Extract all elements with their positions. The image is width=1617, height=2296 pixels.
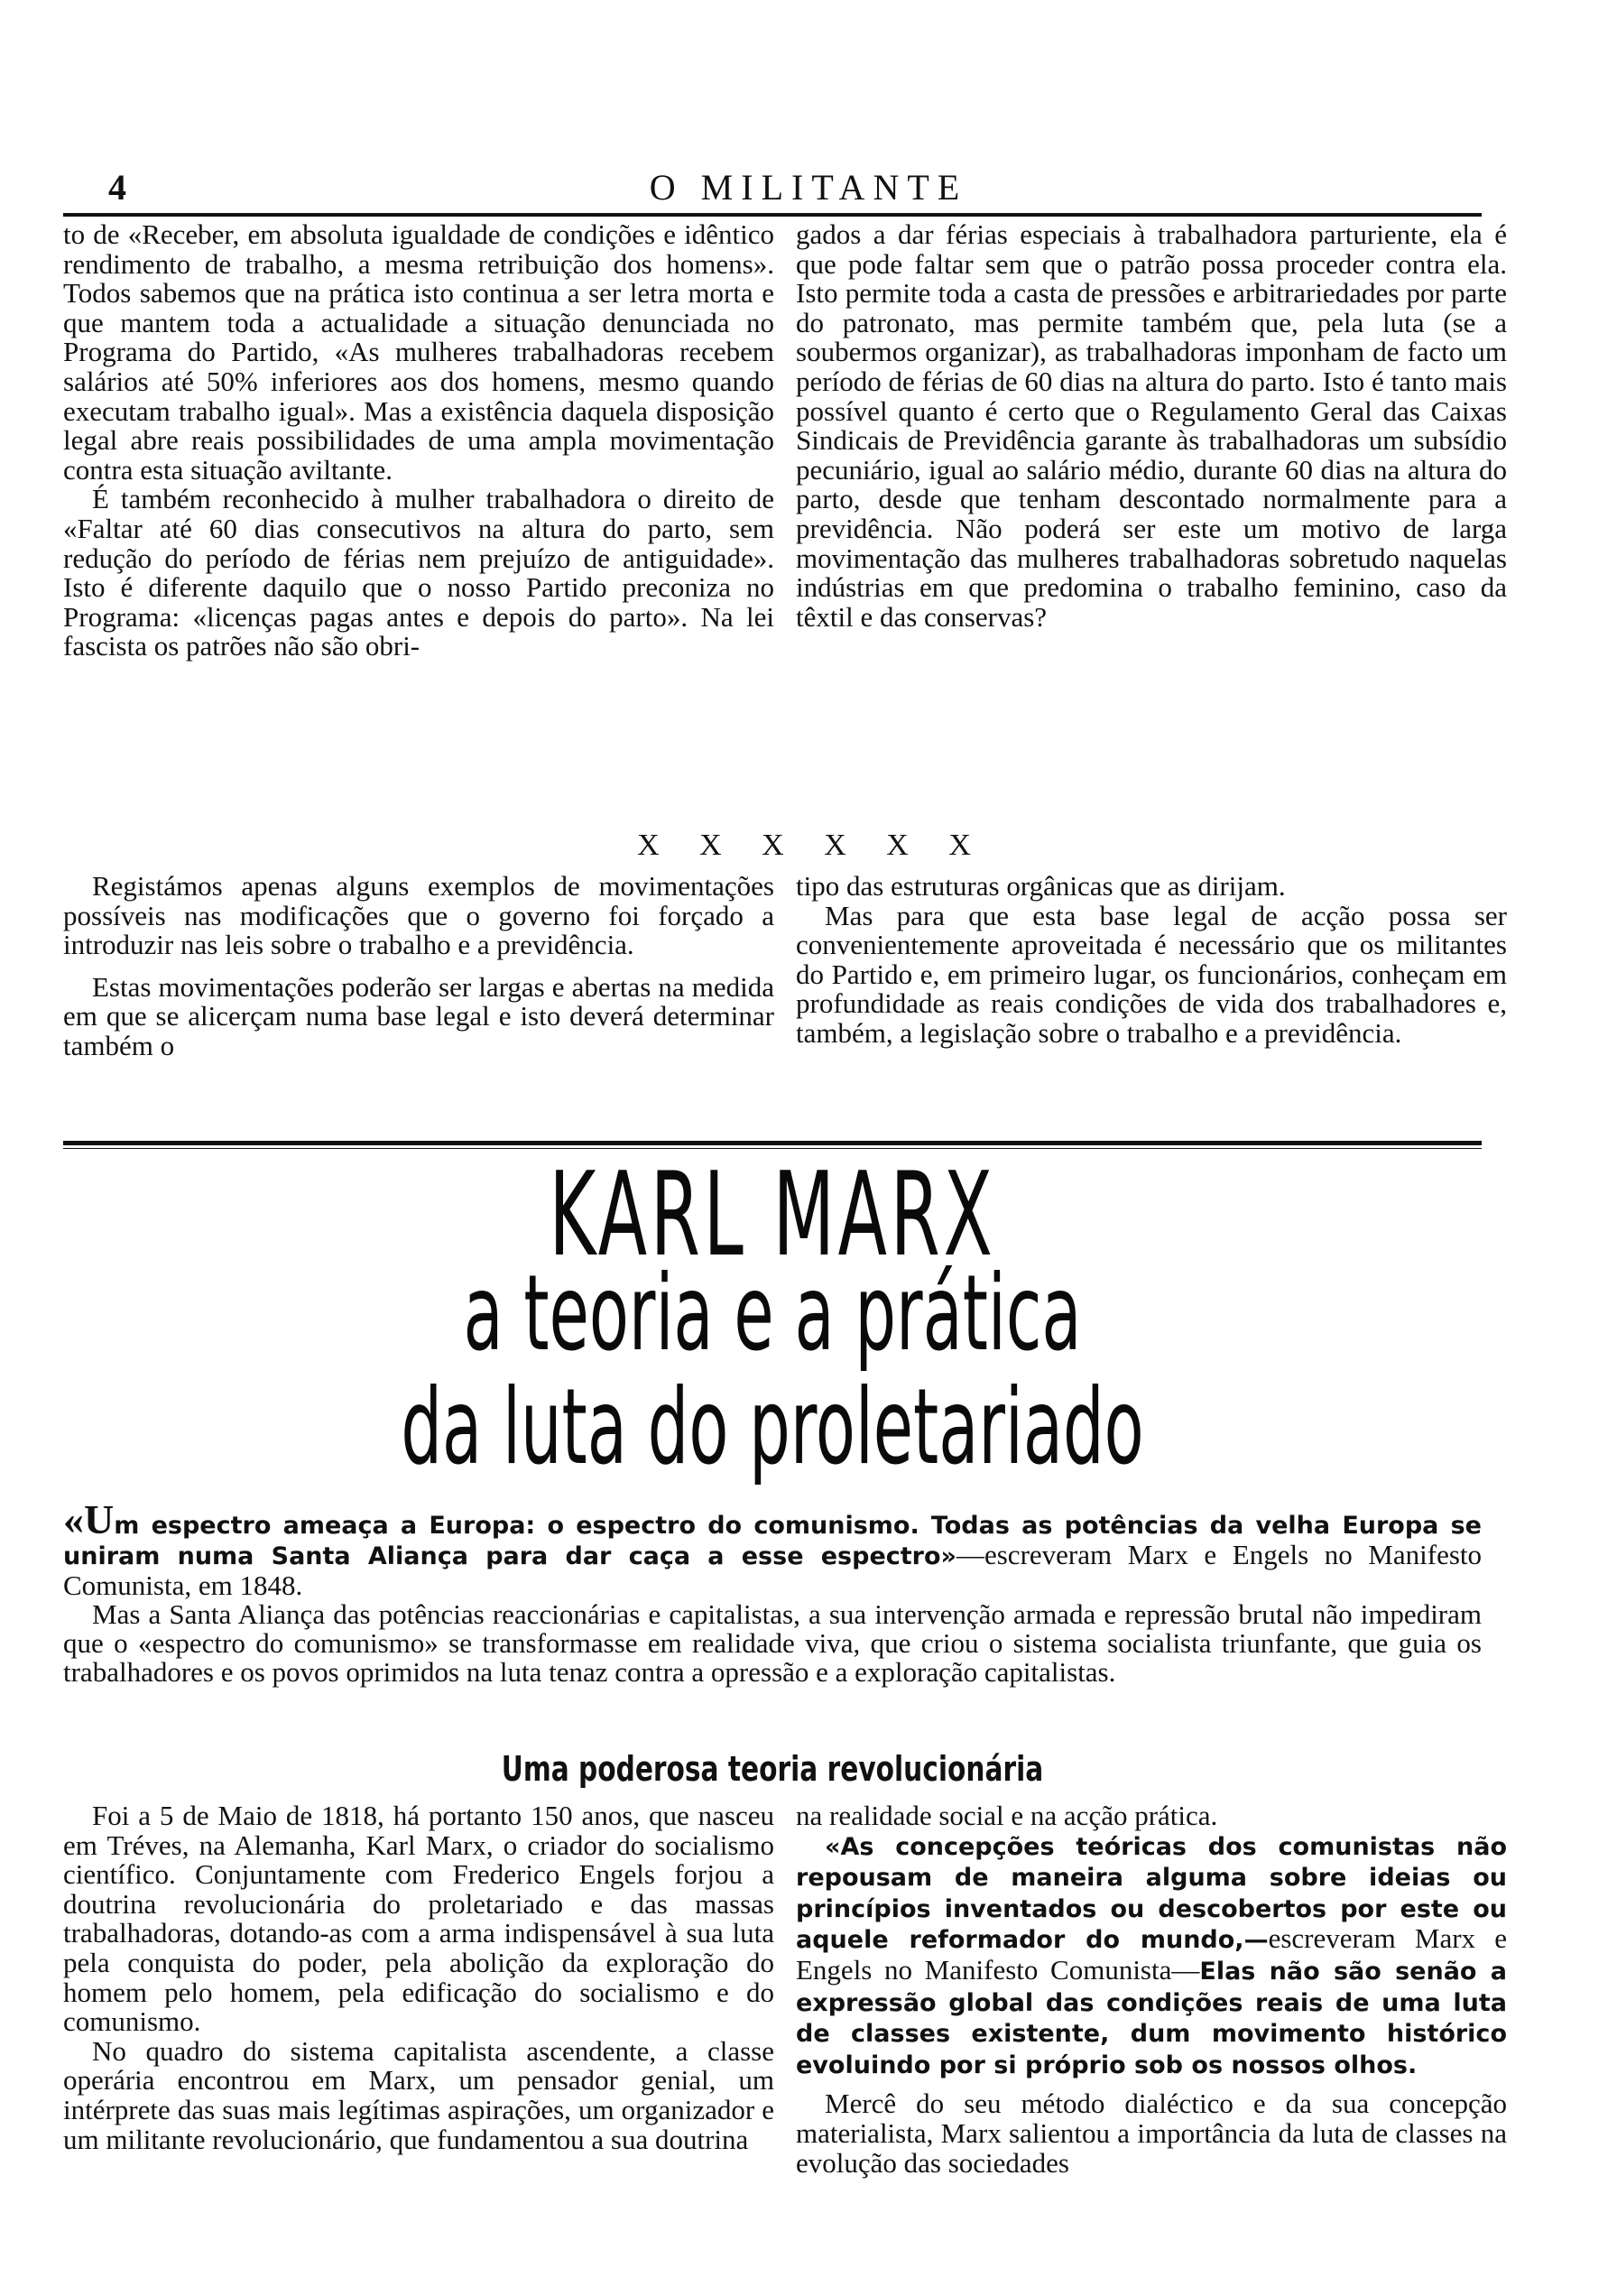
article-subtitle-line1: a teoria e a prática bbox=[463, 1253, 1082, 1375]
section-separator: X X X X X X bbox=[637, 829, 987, 862]
top-left-column bbox=[63, 220, 774, 662]
mid-left-column bbox=[63, 872, 774, 1061]
article-subtitle-line2: da luta do proletariado bbox=[401, 1366, 1144, 1488]
paragraph: No quadro do sistema capitalista ascendente, a classe operária encontrou em Marx, um pensador genial, um intérprete das suas mais legítimas aspirações, um organizador e um militante revolucionário, que fundamentou a sua doutrina bbox=[63, 2034, 774, 2155]
header-rule bbox=[63, 213, 1482, 217]
drop-cap: «U bbox=[63, 1496, 115, 1542]
quote-paragraph bbox=[796, 1831, 1507, 2081]
paragraph: gados a dar férias especiais à trabalhadora parturiente, ela é que pode faltar sem que o patrão possa proceder contra ela. Isto permite toda a casta de pressões e arbitrariedades por parte do patronato, mas permite também que, pela luta (se a soubermos organizar), as trabalhadoras imponham de facto um período de férias de 60 dias na altura do parto. Isto é tanto mais possível quanto é certo que o Regulamento Geral das Caixas Sindicais de Previdência garante às trabalhadoras um subsídio pecuniário, igual ao salário médio, durante 60 dias na altura do parto, desde que tenham descontado normalmente para a previdência. Não poderá ser este um motivo de larga movimentação das mulheres trabalhadoras sobretudo naquelas indústrias em que predomina o trabalho feminino, caso da têxtil e das conservas? bbox=[796, 218, 1507, 633]
quote-bold-2: Elas não são senão a expressão global das condições reais de uma luta de classes existente, dum movimento histórico evoluindo por si próprio sob os nossos olhos. bbox=[796, 1957, 1508, 2079]
bottom-right-column bbox=[796, 1801, 1507, 2178]
section-subheading: Uma poderosa teoria revolucionária bbox=[501, 1749, 1044, 1789]
article-intro bbox=[63, 1496, 1483, 1688]
intro-quote: m espectro ameaça a Europa: o espectro do comunismo. Todas as potências da velha Europa se uniram numa Santa Aliança para dar caça a esse espectro» bbox=[63, 1512, 1482, 1570]
paragraph: Registámos apenas alguns exemplos de movimentações possíveis nas modificações que o governo foi forçado a introduzir nas leis sobre o trabalho e a previdência. bbox=[63, 870, 774, 961]
paragraph: Mas para que esta base legal de acção possa ser convenientemente aproveitada é necessário que os militantes do Partido e, em primeiro lugar, os funcionários, conheçam em profundidade as reais condições de vida dos trabalhadores e, também, a legislação sobre o trabalho e a previdência. bbox=[796, 899, 1507, 1049]
article-divider bbox=[63, 1141, 1482, 1145]
intro-paragraph bbox=[63, 1496, 1483, 1601]
paragraph: na realidade social e na acção prática. bbox=[796, 1800, 1218, 1831]
paragraph: to de «Receber, em absoluta igualdade de condições e idêntico rendimento de trabalho, a mesma retribuição dos homens». Todos sabemos que na prática isto continua a ser letra morta e que mantem toda a actualidade a situação denunciada no Programa do Partido, «As mulheres trabalhadoras recebem salários até 50% inferiores aos dos homens, mesmo quando executam trabalho igual». Mas a existência daquela disposição legal abre reais possibilidades de uma ampla movimentação contra esta situação aviltante. bbox=[63, 218, 774, 486]
intro-attribution: —escreveram Marx e Engels no Manifesto Comunista, em 1848. bbox=[63, 1539, 1483, 1601]
quote-bold: «As concepções teóricas dos comunistas não repousam de maneira alguma sobre ideias ou princípios inventados ou descobertos por este ou aquele reformador do mundo,— bbox=[796, 1832, 1507, 1955]
article-headline: KARL MARX bbox=[549, 1148, 996, 1282]
bottom-left-column bbox=[63, 1801, 774, 2154]
paragraph: tipo das estruturas orgânicas que as dirijam. bbox=[796, 870, 1286, 902]
intro-paragraph-2: Mas a Santa Aliança das potências reaccionárias e capitalistas, a sua intervenção armada e repressão brutal não impediram que o «espectro do comunismo» se transformasse em realidade viva, que criou o sistema socialista triunfante, que guia os trabalhadores e os povos oprimidos na luta tenaz contra a opressão e a exploração capitalistas. bbox=[63, 1598, 1482, 1688]
paragraph: Mercê do seu método dialéctico e da sua concepção materialista, Marx salientou a importância da luta de classes na evolução das sociedades bbox=[796, 2088, 1507, 2179]
page-number: 4 bbox=[108, 167, 126, 208]
top-right-column bbox=[796, 220, 1507, 632]
mid-right-column bbox=[796, 872, 1507, 1049]
newspaper-title: O MILITANTE bbox=[649, 167, 968, 208]
paragraph: Foi a 5 de Maio de 1818, há portanto 150 anos, que nasceu em Tréves, na Alemanha, Karl Marx, o criador do socialismo científico. Conjuntamente com Frederico Engels forjou a doutrina revolucionária do proletariado e das massas trabalhadoras, dotando-as com a arma indispensável à sua luta pela conquista do poder, pela abolição da exploração do homem pelo homem, pela edificação do socialismo e do comunismo. bbox=[63, 1800, 774, 2038]
paragraph: É também reconhecido à mulher trabalhadora o direito de «Faltar até 60 dias consecutivos na altura do parto, sem redução do período de férias nem prejuízo de antiguidade». Isto é diferente daquilo que o nosso Partido preconiza no Programa: «licenças pagas antes e depois do parto». Na lei fascista os patrões não são obri- bbox=[63, 483, 774, 662]
quote-attribution: escreveram Marx e Engels no Manifesto Comunista— bbox=[796, 1922, 1508, 1986]
paragraph: Estas movimentações poderão ser largas e abertas na medida em que se alicerçam numa base legal e isto deverá determinar também o bbox=[63, 970, 774, 1061]
